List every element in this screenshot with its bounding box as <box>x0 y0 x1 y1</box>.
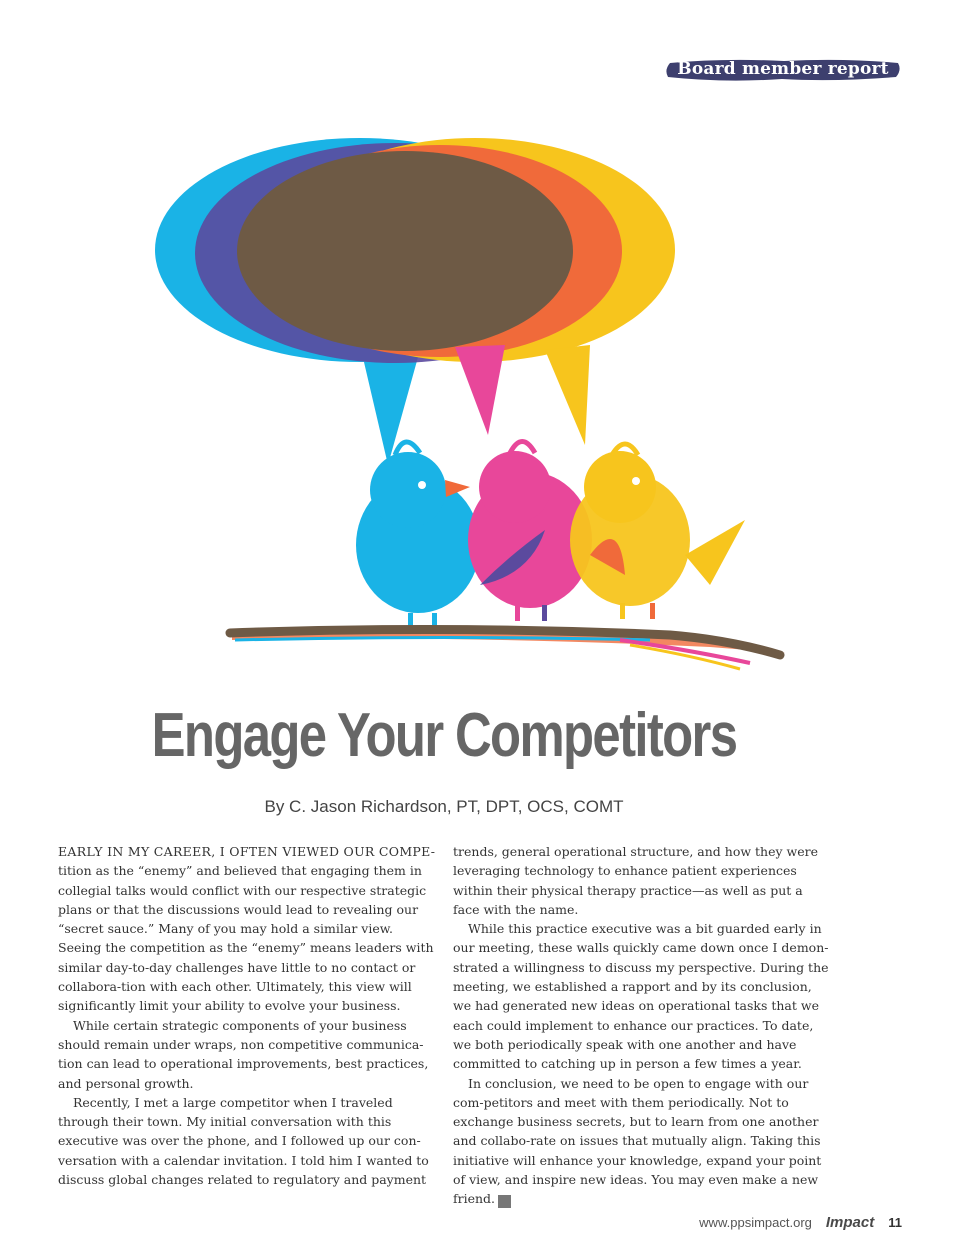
paragraph-5-text: In conclusion, we need to be open to engage with our com-petitors and meet with them periodically. Not to exchange business secrets, but to learn from one another and collabo-rate on issues that mutually align. Taking this initiative will enhance your knowledge, expand your point of view, and inspire new ideas. You may even make a new friend. <box>453 1075 822 1207</box>
footer-url[interactable]: www.ppsimpact.org <box>699 1215 812 1230</box>
footer-brand: Impact <box>825 1214 875 1231</box>
page-number: 11 <box>888 1215 902 1230</box>
paragraph-5 <box>453 1074 833 1209</box>
lead-in: EARLY IN MY CAREER, I OFTEN VIEWED OUR COMPE- <box>58 844 436 859</box>
article-byline: By C. Jason Richardson, PT, DPT, OCS, COMT <box>264 797 624 816</box>
page-footer <box>699 1214 902 1231</box>
section-label: Board member report <box>677 59 889 79</box>
birds-icon <box>356 442 745 628</box>
paragraph-3-continued: trends, general operational structure, and how they were leveraging technology to enhance patient experiences within their physical therapy practice—as well as put a face with the name. <box>453 844 818 917</box>
article-column-right <box>453 842 833 1209</box>
end-mark-icon: I <box>498 1195 511 1208</box>
birds-illustration <box>150 135 810 675</box>
section-tag <box>664 57 902 83</box>
paragraph-4: While this practice executive was a bit guarded early in our meeting, these walls quickly came down once I demon-strated a willingness to discuss my perspective. During the meeting, we established a rapport and by its conclusion, we had generated new ideas on operational tasks that we each could implement to enhance our practices. To date, we both periodically speak with one another and have committed to catching up in person a few times a year. <box>453 921 829 1072</box>
paragraph-3: Recently, I met a large competitor when I traveled through their town. My initial conversation with this executive was over the phone, and I followed up our con-versation with a calendar invitation. I told him I wanted to discuss global changes related to regulatory and payment <box>58 1094 429 1188</box>
branch-icon <box>230 627 785 669</box>
speech-bubbles-icon <box>155 138 675 465</box>
paragraph-2: While certain strategic components of your business should remain under wraps, non competitive communica-tion can lead to operational improvements, best practices, and personal growth. <box>58 1017 429 1091</box>
paragraph-1 <box>58 842 438 1016</box>
article-title: Engage Your Competitors <box>151 701 737 770</box>
article-column-left <box>58 842 438 1189</box>
paragraph-1-text: tition as the “enemy” and believed that engaging them in collegial talks would conflict with our respective strategic plans or that the discussions would lead to revealing our “secret sauce.” Many of you may hold a similar view. Seeing the competition as the “enemy” means leaders with similar day-to-day challenges have little to no contact or collabora-tion with each other. Ultimately, this view will significantly limit your ability to evolve your business. <box>58 863 434 1014</box>
